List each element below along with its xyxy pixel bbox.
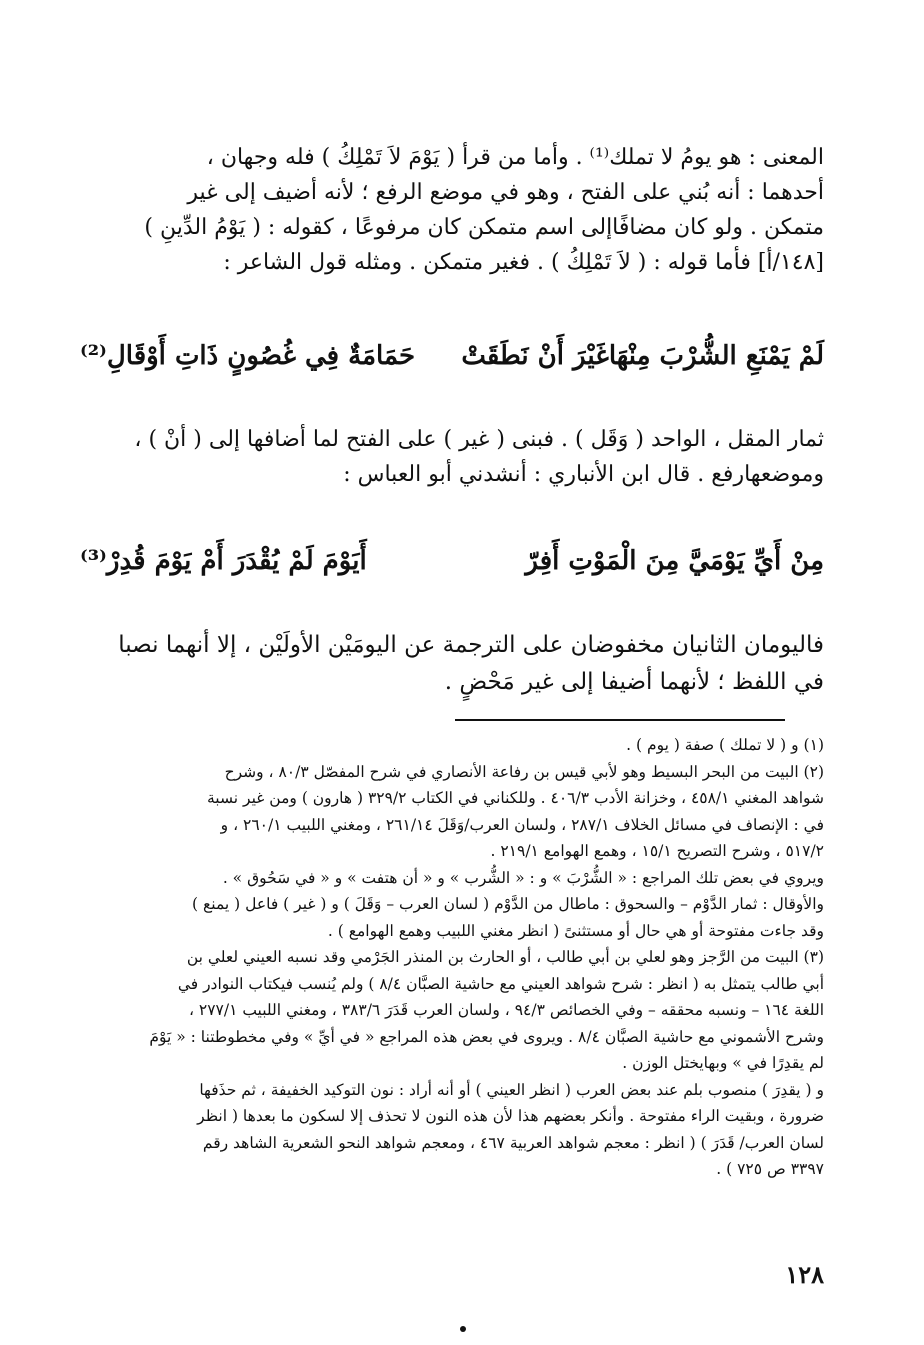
footnote-line: لسان العرب/ قَدَرَ ) ( انظر : معجم شواهد العربية ٤٦٧ ، ومعجم شواهد النحو الشعرية الشاهد رقم: [202, 1133, 824, 1152]
paragraph-2: [80, 422, 824, 492]
page-number: ١٢٨: [785, 1260, 824, 1289]
footnote-line: ضرورة ، وبقيت الراء مفتوحة . وأنكر بعضهم هذا لأن هذه النون لا تحذف إلا لسكون ما بعدها ( انظر: [197, 1107, 824, 1125]
footnote-1: [80, 732, 824, 759]
footnote-line: و ( يقدِرَ ) منصوب بلم عند بعض العرب ( انظر العيني ) أو أنه أراد : نون التوكيد الخفيفة ، ثم حذَفها: [199, 1080, 824, 1099]
footnote-line: شواهد المغني ٤٥٨/١ ، وخزانة الأدب ٤٠٦/٣ . وللكناني في الكتاب ٣٢٩/٢ ( هارون ) ومن غير نسبة: [206, 789, 824, 807]
footnote-line: وشرح الأشموني مع حاشية الصبَّان ٨/٤ . ويروى في بعض هذه المراجع « في أيِّ » وفي مخطوطتنا : « يَوْمَ: [149, 1027, 824, 1046]
footnote-line: (١) و ( لا تملك ) صفة ( يوم ) .: [626, 736, 824, 754]
footnote-2: [80, 759, 824, 945]
footnote-3: [80, 944, 824, 1183]
footnote-line: في : الإنصاف في مسائل الخلاف ٢٨٧/١ ، ولسان العرب/وَقَلَ ٢٦١/١٤ ، ومغني اللبيب ٢٦٠/١ ، و: [220, 815, 824, 834]
text-line: في اللفظ ؛ لأنهما أضيفا إلى غير مَحْضٍ .: [444, 669, 824, 695]
text-line: [١٤٨/أ] فأما قوله : ( لاَ تَمْلِكُ ) . فغير متمكن . ومثله قول الشاعر :: [223, 250, 824, 275]
text-line: وموضعهارفع . قال ابن الأنباري : أنشدني أبو العباس :: [343, 462, 824, 487]
footnote-line: والأوقال : ثمار الدَّوْم – والسحوق : ماطال من الدَّوْم ( لسان العرب – وَقَلَ ) و ( غير ) فاعل ( يمنع ): [192, 895, 824, 913]
footnote-line: وقد جاءت مفتوحة أو هي حال أو مستثنىً ( انظر مغني اللبيب وهمع الهوامع ) .: [327, 921, 824, 940]
footnote-line: اللغة ١٦٤ – ونسبه محققه – وفي الخصائص ٩٤/٣ ، ولسان العرب قَدَرَ ٣٨٣/٦ ، ومغني اللبيب ٢٧٧/١ ،: [188, 1001, 824, 1019]
text-line: فاليومان الثانيان مخفوضان على الترجمة عن اليومَيْن الأولَيْن ، إلا أنهما نصبا: [118, 632, 824, 658]
poetry-verse-2: [80, 538, 824, 584]
text-line: أحدهما : أنه بُني على الفتح ، وهو في موضع الرفع ؛ لأنه أضيف إلى غير: [187, 180, 824, 205]
paragraph-1: [80, 140, 824, 280]
footnote-separator: [455, 719, 785, 721]
footnote-line: (٢) البيت من البحر البسيط وهو لأبي قيس بن رفاعة الأنصاري في شرح المفصّل ٨٠/٣ ، وشرح: [224, 762, 824, 781]
footnote-line: ويروي في بعض تلك المراجع : « الشُّرْبَ » و : « الشُّرب » و « أن هتفت » و « في سَحُوق » .: [222, 868, 824, 887]
verse-first-hemistich: لَمْ يَمْنَعِ الشُّرْبَ مِنْهَاغَيْرَ أَنْ نَطَقَتْ: [461, 341, 824, 371]
verse-first-hemistich: مِنْ أَيِّ يَوْمَيَّ مِنَ الْمَوْتِ أَفِرّ: [525, 546, 824, 576]
text-line: ثمار المقل ، الواحد ( وَقَل ) . فبنى ( غير ) على الفتح لما أضافها إلى ( أنْ ) ،: [134, 427, 824, 452]
footnote-line: ٣٣٩٧ ص ٧٢٥ ) .: [716, 1160, 824, 1178]
footnote-line: (٣) البيت من الرَّجز وهو لعلي بن أبي طالب ، أو الحارث بن المنذر الجَرْمي وقد نسبه العيني لعلي بن: [186, 948, 824, 966]
footnotes: [80, 732, 824, 1183]
verse-second-hemistich: أَيَوْمَ لَمْ يُقْدَرَ أَمْ يَوْمَ قُدِرْ⁽³⁾: [80, 546, 367, 576]
text-line: متمكن . ولو كان مضافًاإلى اسم متمكن كان مرفوعًا ، كقوله : ( يَوْمُ الدِّينِ ): [144, 215, 824, 240]
paragraph-3: [80, 627, 824, 701]
footnote-line: أبي طالب يتمثل به ( انظر : شرح شواهد العيني مع حاشية الصبَّان ٨/٤ ) ولم يُنسب فيكتاب النوادر في: [177, 974, 824, 993]
verse-second-hemistich: حَمَامَةٌ فِي غُصُونٍ ذَاتِ أَوْقَالِ⁽²⁾: [80, 341, 416, 371]
text-line: المعنى : هو يومُ لا تملك⁽¹⁾ . وأما من قرأ ( يَوْمَ لاَ تَمْلِكُ ) فله وجهان ،: [206, 145, 824, 170]
footnote-line: لم يقدِرًا في » وبهايختل الوزن .: [622, 1054, 824, 1072]
footnote-line: ٥١٧/٢ ، وشرح التصريح ١٥/١ ، وهمع الهوامع ٢١٩/١ .: [490, 842, 824, 860]
scan-dot-mark: [460, 1326, 466, 1332]
poetry-verse-1: [80, 333, 824, 379]
